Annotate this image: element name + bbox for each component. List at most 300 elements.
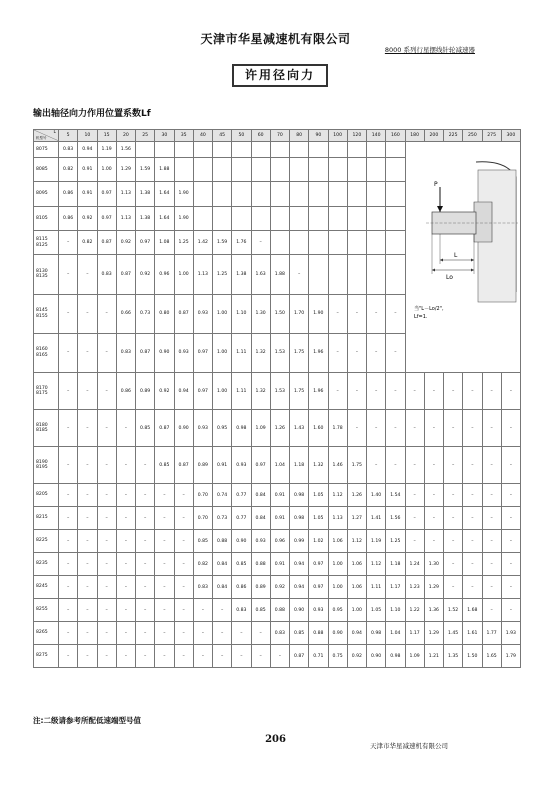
table-row (34, 530, 521, 553)
value-cell: – (116, 530, 135, 553)
value-cell: – (444, 410, 463, 447)
value-cell: 0.93 (193, 410, 212, 447)
value-cell: 1.13 (116, 182, 135, 206)
table-row (34, 142, 521, 158)
value-cell: – (97, 553, 116, 576)
model-cell: 8255 (34, 599, 59, 622)
value-cell (309, 157, 328, 181)
value-cell (328, 157, 347, 181)
value-cell: 0.91 (78, 157, 97, 181)
value-cell: 1.54 (386, 484, 405, 507)
value-cell: – (97, 576, 116, 599)
value-cell: – (155, 553, 174, 576)
value-cell: – (116, 410, 135, 447)
value-cell: 1.53 (270, 333, 289, 372)
value-cell: 1.56 (386, 507, 405, 530)
value-cell: 0.83 (97, 255, 116, 294)
value-cell: – (463, 507, 482, 530)
value-cell: – (155, 622, 174, 645)
value-cell: 1.12 (328, 484, 347, 507)
value-cell (367, 157, 386, 181)
page-number: 206 (265, 734, 286, 745)
value-cell: 1.93 (501, 622, 520, 645)
value-cell: – (97, 530, 116, 553)
value-cell: – (463, 530, 482, 553)
value-cell: 0.80 (155, 294, 174, 333)
value-cell: – (463, 484, 482, 507)
column-header: 225 (444, 130, 463, 142)
company-header: 天津市华星减速机有限公司 (200, 32, 351, 46)
column-header: 275 (482, 130, 501, 142)
value-cell: – (251, 230, 270, 254)
value-cell: – (405, 447, 424, 484)
value-cell: 0.87 (116, 255, 135, 294)
model-cell: 8190 8195 (34, 447, 59, 484)
value-cell (309, 230, 328, 254)
value-cell (367, 230, 386, 254)
value-cell: 0.82 (193, 553, 212, 576)
value-cell: – (78, 576, 97, 599)
value-cell: – (78, 294, 97, 333)
value-cell: 0.93 (309, 599, 328, 622)
value-cell: 1.76 (232, 230, 251, 254)
value-cell: – (116, 484, 135, 507)
value-cell: – (59, 645, 78, 668)
value-cell: 1.02 (309, 530, 328, 553)
value-cell: – (482, 599, 501, 622)
table-row (34, 576, 521, 599)
value-cell: 1.59 (136, 157, 155, 181)
value-cell: 0.91 (270, 484, 289, 507)
value-cell: 1.09 (251, 410, 270, 447)
value-cell: 0.84 (213, 576, 232, 599)
value-cell: 1.32 (251, 373, 270, 410)
value-cell (174, 142, 193, 158)
value-cell: 1.50 (270, 294, 289, 333)
value-cell: – (59, 447, 78, 484)
value-cell: – (155, 530, 174, 553)
value-cell: – (78, 447, 97, 484)
value-cell: 1.27 (347, 507, 366, 530)
value-cell: – (444, 576, 463, 599)
value-cell: – (136, 645, 155, 668)
value-cell (270, 157, 289, 181)
value-cell (193, 206, 212, 230)
value-cell: – (482, 507, 501, 530)
L-dimension-label: L (453, 252, 457, 259)
value-cell: 1.90 (309, 294, 328, 333)
value-cell: – (59, 333, 78, 372)
value-cell: 1.08 (155, 230, 174, 254)
table-row (34, 645, 521, 668)
value-cell: – (463, 553, 482, 576)
value-cell: – (328, 333, 347, 372)
value-cell: 1.59 (213, 230, 232, 254)
value-cell: 1.22 (405, 599, 424, 622)
value-cell: 0.73 (213, 507, 232, 530)
value-cell: – (78, 484, 97, 507)
value-cell: 0.94 (78, 142, 97, 158)
value-cell: 0.83 (193, 576, 212, 599)
value-cell: 0.93 (193, 294, 212, 333)
value-cell: 0.85 (136, 410, 155, 447)
value-cell: – (386, 447, 405, 484)
value-cell (309, 206, 328, 230)
corner-L-label: L (53, 130, 56, 135)
value-cell: – (78, 373, 97, 410)
value-cell: – (116, 507, 135, 530)
column-header: 30 (155, 130, 174, 142)
value-cell: – (386, 294, 405, 333)
value-cell: – (405, 507, 424, 530)
value-cell (232, 157, 251, 181)
value-cell: – (347, 294, 366, 333)
value-cell: – (97, 294, 116, 333)
value-cell: – (405, 373, 424, 410)
model-cell: 8130 8135 (34, 255, 59, 294)
value-cell: 0.86 (116, 373, 135, 410)
value-cell: – (251, 645, 270, 668)
value-cell: 0.77 (232, 484, 251, 507)
value-cell: 1.00 (213, 333, 232, 372)
table-row (34, 447, 521, 484)
value-cell: 0.92 (78, 206, 97, 230)
value-cell: – (501, 447, 520, 484)
value-cell: 0.83 (232, 599, 251, 622)
value-cell: – (78, 599, 97, 622)
value-cell: – (174, 645, 193, 668)
value-cell: 0.99 (290, 530, 309, 553)
footnote: 注:二级请参考所配低速端型号值 (33, 716, 141, 725)
value-cell: – (136, 507, 155, 530)
value-cell (367, 206, 386, 230)
value-cell: 1.05 (367, 599, 386, 622)
value-cell (386, 255, 405, 294)
column-header: 10 (78, 130, 97, 142)
value-cell: 0.86 (59, 206, 78, 230)
section-title: 输出轴径向力作用位置系数Lf (33, 109, 151, 119)
value-cell (386, 142, 405, 158)
value-cell: – (97, 507, 116, 530)
value-cell: – (78, 507, 97, 530)
value-cell: – (116, 622, 135, 645)
value-cell: – (347, 333, 366, 372)
value-cell: – (444, 447, 463, 484)
value-cell (386, 182, 405, 206)
value-cell: 0.86 (232, 576, 251, 599)
column-header: 180 (405, 130, 424, 142)
value-cell (347, 230, 366, 254)
value-cell (270, 142, 289, 158)
value-cell: 1.17 (386, 576, 405, 599)
value-cell: 0.87 (174, 294, 193, 333)
formula-line-1: 当"L－Lo/2", (413, 306, 444, 312)
value-cell: 1.00 (213, 294, 232, 333)
value-cell: 1.75 (290, 373, 309, 410)
value-cell: 0.84 (213, 553, 232, 576)
value-cell: 1.29 (424, 576, 443, 599)
value-cell: – (424, 373, 443, 410)
value-cell (347, 157, 366, 181)
value-cell: – (405, 530, 424, 553)
value-cell: – (174, 599, 193, 622)
table-row (34, 622, 521, 645)
column-header: 70 (270, 130, 289, 142)
column-header: 160 (386, 130, 405, 142)
value-cell: 1.45 (444, 622, 463, 645)
value-cell: 0.89 (193, 447, 212, 484)
value-cell: – (501, 576, 520, 599)
value-cell: – (78, 333, 97, 372)
model-cell: 8245 (34, 576, 59, 599)
value-cell: – (174, 530, 193, 553)
value-cell: 1.00 (347, 599, 366, 622)
value-cell: 0.83 (59, 142, 78, 158)
value-cell: 1.00 (213, 373, 232, 410)
table-row (34, 410, 521, 447)
value-cell: – (463, 373, 482, 410)
model-cell: 8115 8125 (34, 230, 59, 254)
column-header: 15 (97, 130, 116, 142)
model-cell: 8265 (34, 622, 59, 645)
value-cell: 0.83 (116, 333, 135, 372)
value-cell: 1.56 (116, 142, 135, 158)
value-cell: 0.97 (309, 576, 328, 599)
value-cell: 1.78 (328, 410, 347, 447)
value-cell: – (193, 599, 212, 622)
column-header: 25 (136, 130, 155, 142)
value-cell: – (136, 599, 155, 622)
value-cell: – (193, 622, 212, 645)
model-cell: 8085 (34, 157, 59, 181)
column-header: 50 (232, 130, 251, 142)
value-cell (290, 230, 309, 254)
value-cell: 1.77 (482, 622, 501, 645)
value-cell: 1.29 (424, 622, 443, 645)
value-cell: – (155, 645, 174, 668)
value-cell: 1.64 (155, 182, 174, 206)
value-cell: – (501, 507, 520, 530)
value-cell: 0.89 (136, 373, 155, 410)
value-cell: 0.96 (155, 255, 174, 294)
value-cell: 0.75 (328, 645, 347, 668)
value-cell: 0.97 (193, 373, 212, 410)
value-cell: 0.85 (193, 530, 212, 553)
value-cell: 0.85 (232, 553, 251, 576)
value-cell (328, 142, 347, 158)
value-cell: – (501, 484, 520, 507)
value-cell: – (232, 645, 251, 668)
value-cell (251, 142, 270, 158)
value-cell: 1.18 (386, 553, 405, 576)
value-cell: – (386, 373, 405, 410)
value-cell: 1.11 (232, 333, 251, 372)
value-cell (251, 206, 270, 230)
value-cell: – (97, 484, 116, 507)
value-cell: – (328, 373, 347, 410)
value-cell: 0.92 (270, 576, 289, 599)
value-cell: 0.85 (290, 622, 309, 645)
value-cell: 1.29 (116, 157, 135, 181)
value-cell: 1.26 (347, 484, 366, 507)
value-cell: – (347, 410, 366, 447)
column-header: 40 (193, 130, 212, 142)
value-cell: 1.52 (444, 599, 463, 622)
model-cell: 8225 (34, 530, 59, 553)
value-cell: – (482, 373, 501, 410)
value-cell: 1.53 (270, 373, 289, 410)
value-cell: 0.92 (347, 645, 366, 668)
value-cell (232, 206, 251, 230)
value-cell (155, 142, 174, 158)
value-cell: 1.06 (347, 576, 366, 599)
column-header: 5 (59, 130, 78, 142)
value-cell: 0.90 (232, 530, 251, 553)
value-cell: 0.87 (136, 333, 155, 372)
value-cell (213, 142, 232, 158)
value-cell: – (213, 599, 232, 622)
value-cell: 0.90 (367, 645, 386, 668)
value-cell: 0.91 (270, 507, 289, 530)
value-cell: – (501, 373, 520, 410)
value-cell: 0.96 (270, 530, 289, 553)
force-P-label: P (433, 181, 438, 188)
value-cell: 1.61 (463, 622, 482, 645)
value-cell: 1.36 (424, 599, 443, 622)
value-cell: 1.12 (347, 530, 366, 553)
value-cell: – (482, 484, 501, 507)
value-cell: – (116, 447, 135, 484)
value-cell: 1.26 (270, 410, 289, 447)
value-cell: – (444, 553, 463, 576)
value-cell: 1.75 (290, 333, 309, 372)
value-cell: 1.38 (232, 255, 251, 294)
value-cell: 0.84 (251, 484, 270, 507)
value-cell: 1.09 (405, 645, 424, 668)
value-cell: – (482, 530, 501, 553)
value-cell: – (59, 373, 78, 410)
value-cell (367, 255, 386, 294)
value-cell: 1.11 (232, 373, 251, 410)
value-cell: 1.10 (232, 294, 251, 333)
value-cell: – (155, 484, 174, 507)
value-cell: – (116, 553, 135, 576)
table-header-row (34, 130, 521, 142)
value-cell: 1.19 (367, 530, 386, 553)
value-cell: 0.88 (251, 553, 270, 576)
value-cell: – (444, 530, 463, 553)
value-cell (386, 230, 405, 254)
value-cell (290, 182, 309, 206)
value-cell: 0.97 (309, 553, 328, 576)
table-row (34, 373, 521, 410)
value-cell: – (174, 622, 193, 645)
value-cell (232, 142, 251, 158)
value-cell: – (424, 410, 443, 447)
value-cell: – (367, 373, 386, 410)
table-row (34, 599, 521, 622)
value-cell: 1.06 (328, 530, 347, 553)
value-cell: 1.11 (367, 576, 386, 599)
value-cell: 1.04 (386, 622, 405, 645)
value-cell: – (59, 507, 78, 530)
value-cell: – (347, 373, 366, 410)
value-cell: 1.96 (309, 333, 328, 372)
value-cell: 1.63 (251, 255, 270, 294)
value-cell: 0.74 (213, 484, 232, 507)
value-cell: 0.91 (213, 447, 232, 484)
value-cell: 1.38 (136, 206, 155, 230)
page-title: 许用径向力 (232, 64, 328, 87)
value-cell: – (501, 530, 520, 553)
column-header: 20 (116, 130, 135, 142)
value-cell: 1.46 (328, 447, 347, 484)
value-cell: 1.60 (309, 410, 328, 447)
value-cell: 0.85 (155, 447, 174, 484)
value-cell: – (59, 576, 78, 599)
value-cell: – (328, 294, 347, 333)
value-cell: – (444, 507, 463, 530)
value-cell: 0.83 (270, 622, 289, 645)
value-cell: – (116, 576, 135, 599)
column-header: 200 (424, 130, 443, 142)
value-cell: 1.00 (328, 553, 347, 576)
table-row (34, 484, 521, 507)
value-cell (270, 206, 289, 230)
value-cell: – (367, 294, 386, 333)
value-cell: – (78, 645, 97, 668)
table-corner-cell (34, 130, 59, 142)
value-cell: – (174, 507, 193, 530)
table-row (34, 507, 521, 530)
column-header: 35 (174, 130, 193, 142)
value-cell: 0.90 (155, 333, 174, 372)
value-cell: – (482, 576, 501, 599)
value-cell: – (482, 410, 501, 447)
value-cell: – (193, 645, 212, 668)
value-cell: – (463, 576, 482, 599)
value-cell: – (59, 530, 78, 553)
value-cell: 0.94 (174, 373, 193, 410)
value-cell: – (78, 530, 97, 553)
value-cell: – (174, 553, 193, 576)
value-cell: 1.30 (424, 553, 443, 576)
value-cell: 0.97 (251, 447, 270, 484)
column-header: 45 (213, 130, 232, 142)
value-cell (270, 182, 289, 206)
value-cell (251, 157, 270, 181)
value-cell (328, 255, 347, 294)
value-cell: 1.40 (367, 484, 386, 507)
value-cell: 1.90 (174, 182, 193, 206)
value-cell: 0.98 (232, 410, 251, 447)
value-cell (193, 142, 212, 158)
value-cell: – (463, 447, 482, 484)
value-cell: 1.05 (309, 484, 328, 507)
value-cell: 1.25 (213, 255, 232, 294)
value-cell: 0.92 (136, 255, 155, 294)
value-cell: 0.92 (155, 373, 174, 410)
value-cell: 0.82 (59, 157, 78, 181)
value-cell: – (136, 484, 155, 507)
value-cell: – (155, 576, 174, 599)
value-cell: 0.93 (174, 333, 193, 372)
value-cell (290, 157, 309, 181)
value-cell: – (59, 294, 78, 333)
value-cell (270, 230, 289, 254)
value-cell: – (174, 484, 193, 507)
value-cell (347, 142, 366, 158)
